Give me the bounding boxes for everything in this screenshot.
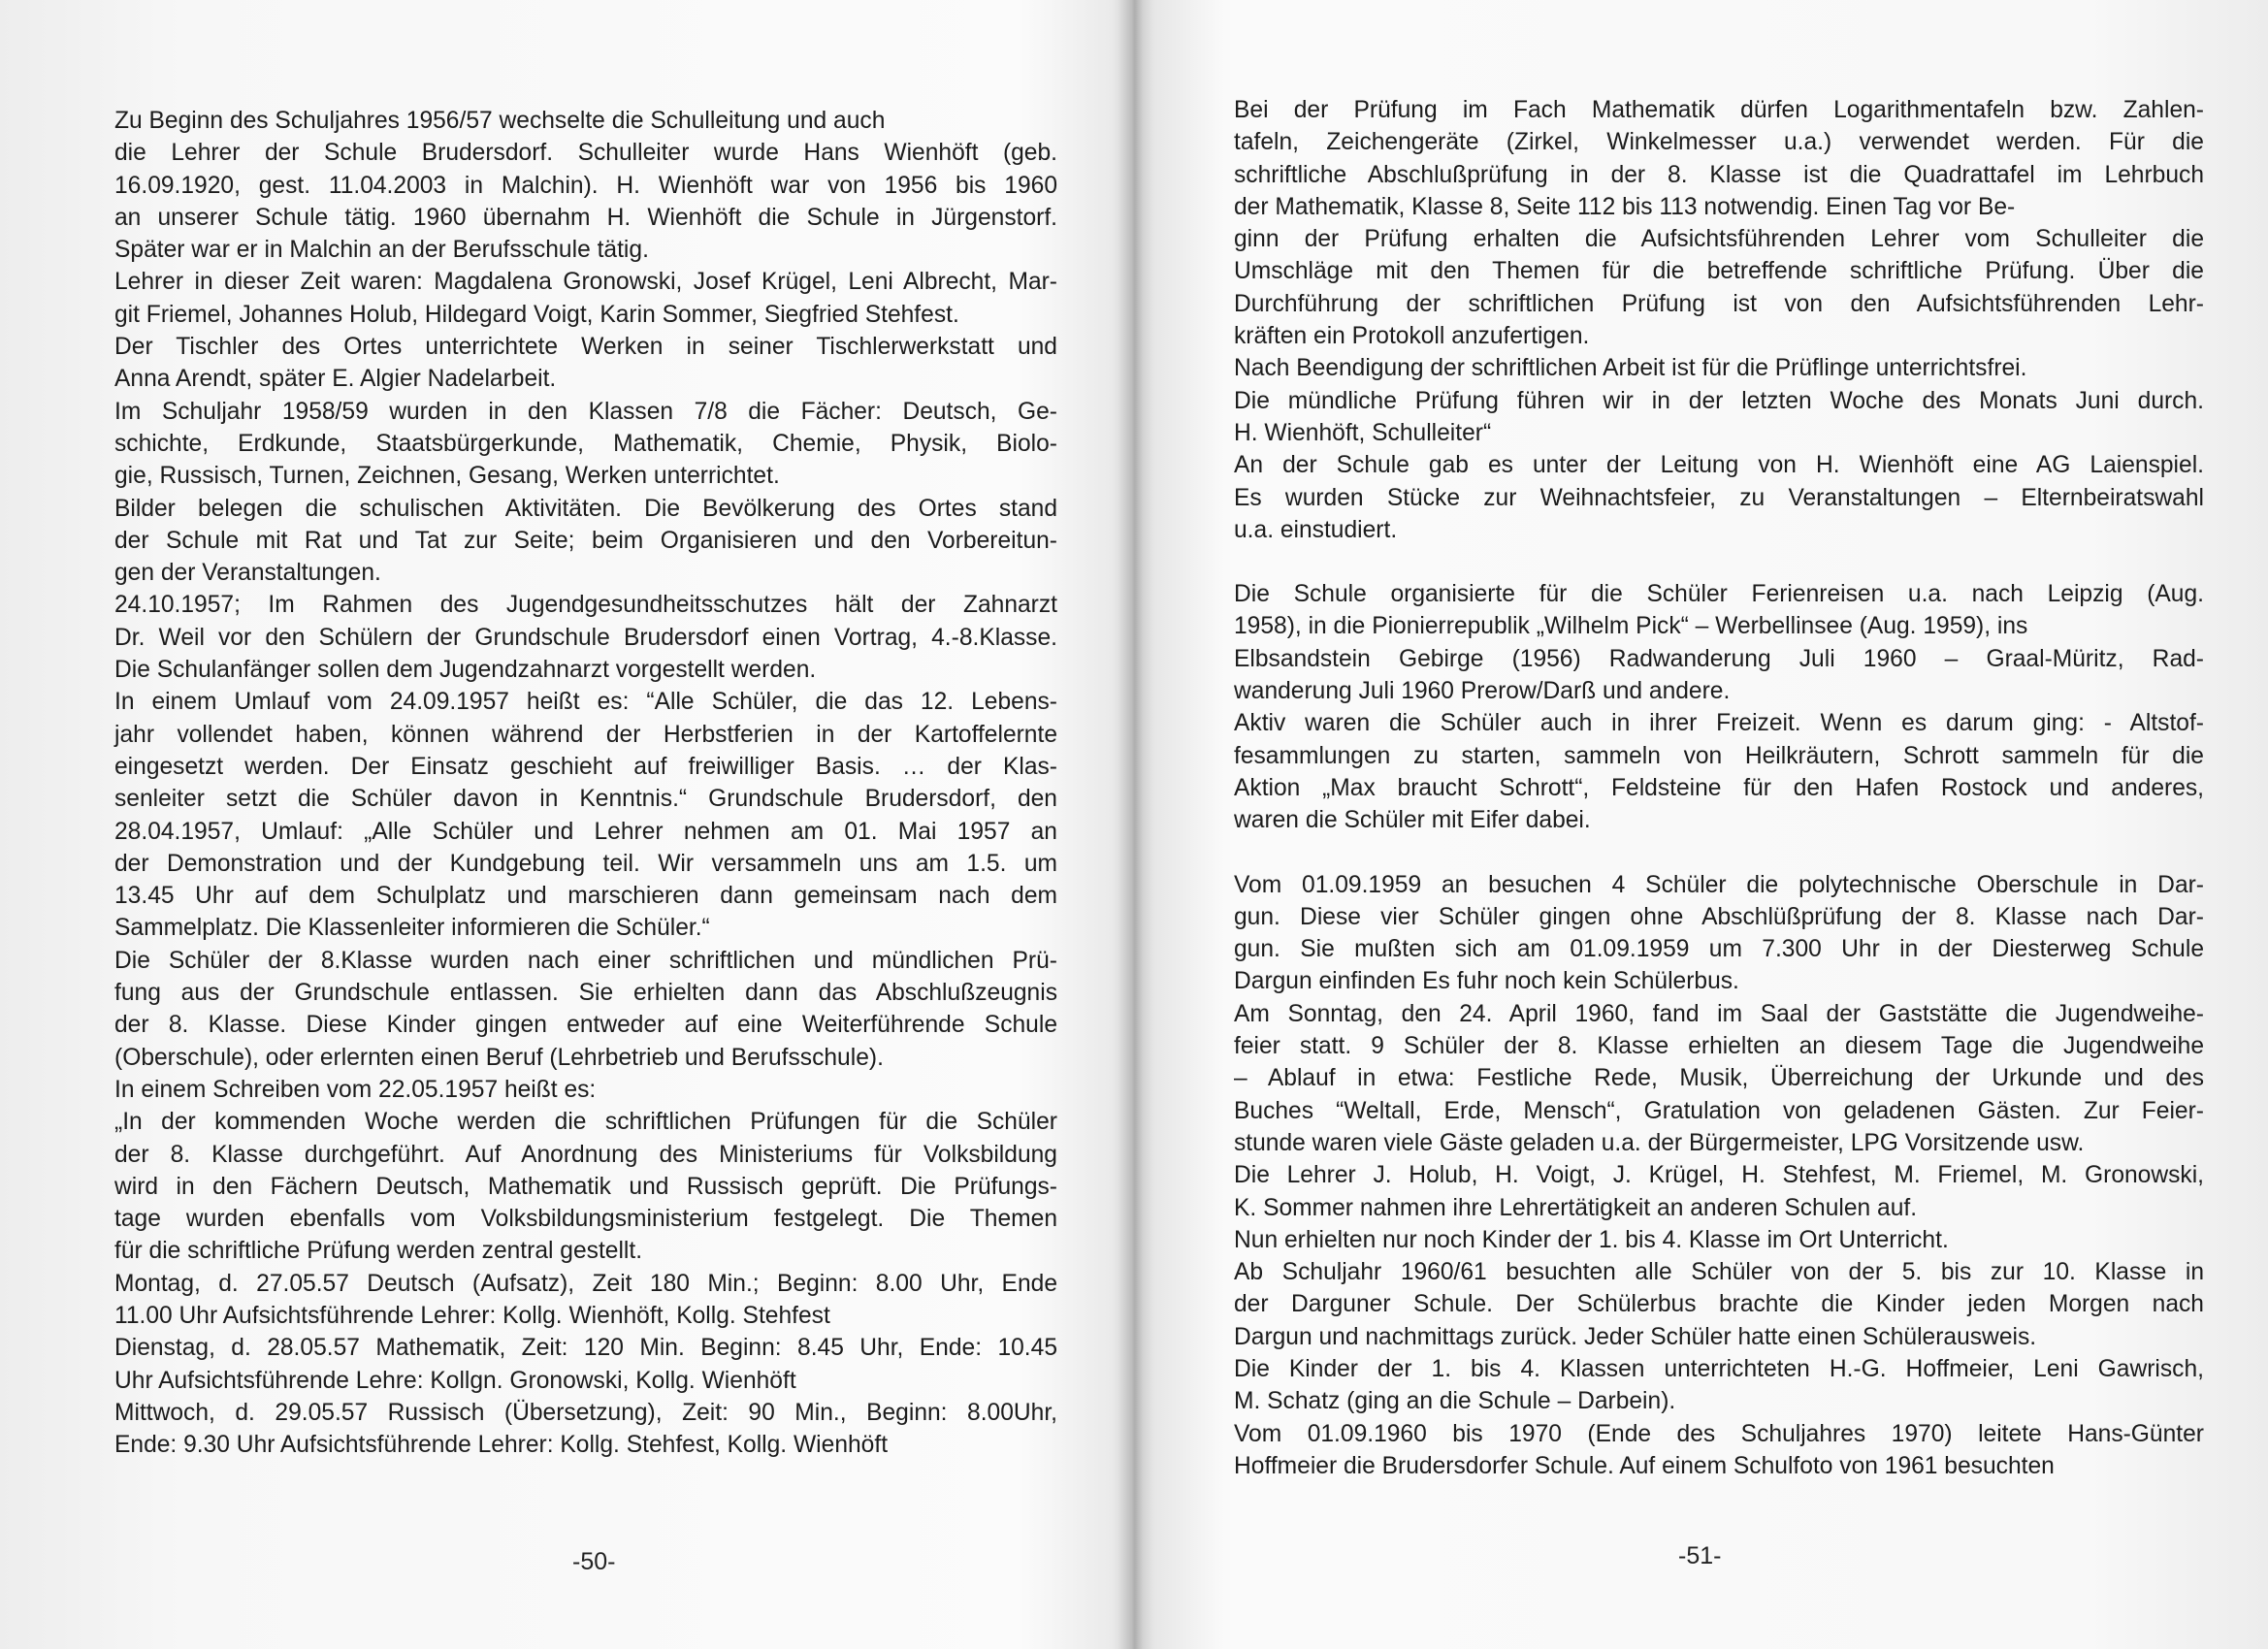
text-line: Die Kinder der 1. bis 4. Klassen unterrichteten H.-G. Hoffmeier, Leni Gawrisch, — [1234, 1355, 2204, 1382]
text-line: die Lehrer der Schule Brudersdorf. Schulleiter wurde Hans Wienhöft (geb. — [114, 140, 1057, 167]
text-line: Uhr Aufsichtsführende Lehre: Kollgn. Gronowski, Kollg. Wienhöft — [114, 1367, 796, 1394]
text-line: Die Schulanfänger sollen dem Jugendzahnarzt vorgestellt werden. — [114, 657, 817, 684]
text-line: wird in den Fächern Deutsch, Mathematik und Russisch geprüft. Die Prüfungs- — [114, 1173, 1057, 1200]
text-line: wanderung Juli 1960 Prerow/Darß und andere. — [1234, 678, 1731, 705]
text-line: Die Schule organisierte für die Schüler Ferienreisen u.a. nach Leipzig (Aug. — [1234, 581, 2204, 608]
text-line: gie, Russisch, Turnen, Zeichnen, Gesang, Werken unterrichtet. — [114, 463, 780, 490]
text-line: der Demonstration und der Kundgebung teil. Wir versammeln uns am 1.5. um — [114, 850, 1057, 877]
paragraph — [114, 1268, 1057, 1333]
text-line: Buches “Weltall, Erde, Mensch“, Gratulation von geladenen Gästen. Zur Feier- — [1234, 1097, 2204, 1124]
paragraph — [1234, 1224, 2204, 1256]
paragraph — [114, 1397, 1057, 1462]
text-line: fesammlungen zu starten, sammeln von Heilkräutern, Schrott sammeln für die — [1234, 742, 2204, 769]
text-line: Hoffmeier die Brudersdorfer Schule. Auf einem Schulfoto von 1961 besuchten — [1234, 1452, 2055, 1479]
text-line: Elbsandstein Gebirge (1956) Radwanderung Juli 1960 – Graal-Müritz, Rad- — [1234, 645, 2204, 672]
text-line: 13.45 Uhr auf dem Schulplatz und marschieren dann gemeinsam nach dem — [114, 883, 1057, 910]
text-line: An der Schule gab es unter der Leitung von H. Wienhöft eine AG Laienspiel. — [1234, 452, 2204, 479]
right-page-text — [1234, 94, 2204, 1482]
paragraph — [114, 945, 1057, 1074]
paragraph — [114, 1332, 1057, 1397]
paragraph — [1234, 1353, 2204, 1418]
text-line: Dr. Weil vor den Schülern der Grundschule Brudersdorf einen Vortrag, 4.-8.Klasse. — [114, 624, 1057, 651]
paragraph — [114, 266, 1057, 331]
text-line: für die schriftliche Prüfung werden zentral gestellt. — [114, 1238, 643, 1265]
book-fold-shadow — [1112, 0, 1156, 1649]
text-line: K. Sommer nahmen ihre Lehrertätigkeit an anderen Schulen auf. — [1234, 1194, 1918, 1221]
text-line: 28.04.1957, Umlauf: „Alle Schüler und Lehrer nehmen am 01. Mai 1957 an — [114, 818, 1057, 845]
text-line: Nun erhielten nur noch Kinder der 1. bis 4. Klasse im Ort Unterricht. — [1234, 1226, 1949, 1253]
left-page-number: -50- — [572, 1548, 616, 1575]
text-line: Es wurden Stücke zur Weihnachtsfeier, zu Veranstaltungen – Elternbeiratswahl — [1234, 484, 2204, 511]
text-line: Dargun und nachmittags zurück. Jeder Schüler hatte einen Schülerausweis. — [1234, 1323, 2037, 1350]
text-line: tage wurden ebenfalls vom Volksbildungsministerium festgelegt. Die Themen — [114, 1206, 1057, 1233]
paragraph — [1234, 352, 2204, 449]
paragraph — [1234, 1159, 2204, 1224]
text-line: Mittwoch, d. 29.05.57 Russisch (Übersetzung), Zeit: 90 Min., Beginn: 8.00Uhr, — [114, 1399, 1057, 1426]
text-line: gen der Veranstaltungen. — [114, 560, 381, 587]
paragraph — [114, 493, 1057, 590]
paragraph — [114, 589, 1057, 686]
text-line: git Friemel, Johannes Holub, Hildegard Voigt, Karin Sommer, Siegfried Stehfest. — [114, 301, 959, 328]
right-page — [1133, 0, 2268, 1649]
paragraph — [1234, 578, 2204, 707]
text-line: ginn der Prüfung erhalten die Aufsichtsführenden Lehrer vom Schulleiter die — [1234, 226, 2204, 253]
text-line: eingesetzt werden. Der Einsatz geschieht auf freiwilliger Basis. … der Klas- — [114, 753, 1057, 780]
text-line: der Schule mit Rat und Tat zur Seite; beim Organisieren und den Vorbereitun- — [114, 527, 1057, 554]
paragraph — [1234, 449, 2204, 546]
text-line: Vom 01.09.1960 bis 1970 (Ende des Schuljahres 1970) leitete Hans-Günter — [1234, 1420, 2204, 1447]
text-line: Aktiv waren die Schüler auch in ihrer Freizeit. Wenn es darum ging: - Altstof- — [1234, 710, 2204, 737]
paragraph — [114, 1074, 1057, 1106]
text-line: Bilder belegen die schulischen Aktivitäten. Die Bevölkerung des Ortes stand — [114, 495, 1057, 522]
text-line: – Ablauf in etwa: Festliche Rede, Musik, Überreichung der Urkunde und des — [1234, 1065, 2204, 1092]
text-line: 11.00 Uhr Aufsichtsführende Lehrer: Kollg. Wienhöft, Kollg. Stehfest — [114, 1302, 830, 1329]
text-line: tafeln, Zeichengeräte (Zirkel, Winkelmesser u.a.) verwendet werden. Für die — [1234, 129, 2204, 156]
text-line: stunde waren viele Gäste geladen u.a. der Bürgermeister, LPG Vorsitzende usw. — [1234, 1129, 2085, 1156]
text-line: Ende: 9.30 Uhr Aufsichtsführende Lehrer: Kollg. Stehfest, Kollg. Wienhöft — [114, 1432, 889, 1459]
text-line: Sammelplatz. Die Klassenleiter informieren die Schüler.“ — [114, 915, 710, 942]
text-line: Bei der Prüfung im Fach Mathematik dürfen Logarithmentafeln bzw. Zahlen- — [1234, 97, 2204, 123]
text-line: u.a. einstudiert. — [1234, 516, 1398, 543]
text-line: 24.10.1957; Im Rahmen des Jugendgesundheitsschutzes hält der Zahnarzt — [114, 592, 1057, 619]
text-line: In einem Schreiben vom 22.05.1957 heißt es: — [114, 1076, 597, 1103]
text-line: der Mathematik, Klasse 8, Seite 112 bis 113 notwendig. Einen Tag vor Be- — [1234, 193, 2016, 220]
text-line: (Oberschule), oder erlernten einen Beruf (Lehrbetrieb und Berufsschule). — [114, 1044, 884, 1071]
paragraph — [114, 105, 1057, 266]
text-line: fung aus der Grundschule entlassen. Sie erhielten dann das Abschlußzeugnis — [114, 980, 1057, 1007]
text-line: Die mündliche Prüfung führen wir in der letzten Woche des Monats Juni durch. — [1234, 387, 2204, 414]
text-line: 1958), in die Pionierrepublik „Wilhelm Pick“ – Werbellinsee (Aug. 1959), ins — [1234, 613, 2028, 640]
text-line: an unserer Schule tätig. 1960 übernahm H. Wienhöft die Schule in Jürgenstorf. — [114, 204, 1057, 231]
text-line: senleiter setzt die Schüler davon in Kenntnis.“ Grundschule Brudersdorf, den — [114, 786, 1057, 813]
paragraph — [1234, 998, 2204, 1159]
text-line: gun. Diese vier Schüler gingen ohne Abschlüßprüfung der 8. Klasse nach Dar- — [1234, 903, 2204, 930]
text-line: gun. Sie mußten sich am 01.09.1959 um 7.300 Uhr in der Diesterweg Schule — [1234, 936, 2204, 963]
paragraph — [1234, 1418, 2204, 1483]
text-line: „In der kommenden Woche werden die schriftlichen Prüfungen für die Schüler — [114, 1109, 1057, 1136]
text-line: M. Schatz (ging an die Schule – Darbein). — [1234, 1388, 1676, 1415]
text-line: Zu Beginn des Schuljahres 1956/57 wechselte die Schulleitung und auch — [114, 108, 886, 134]
text-line: Die Lehrer J. Holub, H. Voigt, J. Krügel, H. Stehfest, M. Friemel, M. Gronowski, — [1234, 1162, 2204, 1189]
text-line: Montag, d. 27.05.57 Deutsch (Aufsatz), Zeit 180 Min.; Beginn: 8.00 Uhr, Ende — [114, 1270, 1057, 1297]
text-line: Ab Schuljahr 1960/61 besuchten alle Schüler von der 5. bis zur 10. Klasse in — [1234, 1259, 2204, 1286]
paragraph — [1234, 707, 2204, 836]
text-line: Aktion „Max braucht Schrott“, Feldsteine für den Hafen Rostock und anderes, — [1234, 774, 2204, 801]
text-line: waren die Schüler mit Eifer dabei. — [1234, 807, 1591, 834]
text-line: Durchführung der schriftlichen Prüfung ist von den Aufsichtsführenden Lehr- — [1234, 290, 2204, 317]
paragraph — [1234, 94, 2204, 352]
right-page-number: -51- — [1678, 1542, 1722, 1569]
text-line: Nach Beendigung der schriftlichen Arbeit ist für die Prüflinge unterrichtsfrei. — [1234, 355, 2027, 382]
text-line: H. Wienhöft, Schulleiter“ — [1234, 419, 1492, 446]
text-line: jahr vollendet haben, können während der Herbstferien in der Kartoffelernte — [114, 721, 1057, 748]
text-line: Dargun einfinden Es fuhr noch kein Schülerbus. — [1234, 968, 1739, 995]
paragraph — [1234, 1256, 2204, 1353]
paragraph — [114, 686, 1057, 944]
text-line: schichte, Erdkunde, Staatsbürgerkunde, Mathematik, Chemie, Physik, Biolo- — [114, 430, 1057, 457]
text-line: Lehrer in dieser Zeit waren: Magdalena Gronowski, Josef Krügel, Leni Albrecht, Mar- — [114, 269, 1057, 296]
text-line: 16.09.1920, gest. 11.04.2003 in Malchin). H. Wienhöft war von 1956 bis 1960 — [114, 172, 1057, 199]
text-line: kräften ein Protokoll anzufertigen. — [1234, 323, 1590, 350]
paragraph — [114, 1106, 1057, 1267]
text-line: der 8. Klasse. Diese Kinder gingen entweder auf eine Weiterführende Schule — [114, 1012, 1057, 1039]
text-line: schriftliche Abschlußprüfung in der 8. Klasse ist die Quadrattafel im Lehrbuch — [1234, 161, 2204, 188]
text-line: Später war er in Malchin an der Berufsschule tätig. — [114, 237, 649, 264]
left-page-text — [114, 105, 1057, 1461]
text-line: Im Schuljahr 1958/59 wurden in den Klassen 7/8 die Fächer: Deutsch, Ge- — [114, 398, 1057, 425]
text-line: Am Sonntag, den 24. April 1960, fand im Saal der Gaststätte die Jugendweihe- — [1234, 1000, 2204, 1027]
text-line: Umschläge mit den Themen für die betreffende schriftliche Prüfung. Über die — [1234, 258, 2204, 285]
text-line: In einem Umlauf vom 24.09.1957 heißt es: “Alle Schüler, die das 12. Lebens- — [114, 689, 1057, 716]
paragraph — [1234, 869, 2204, 998]
text-line: der Darguner Schule. Der Schülerbus brachte die Kinder jeden Morgen nach — [1234, 1291, 2204, 1318]
paragraph — [114, 396, 1057, 493]
text-line: Dienstag, d. 28.05.57 Mathematik, Zeit: 120 Min. Beginn: 8.45 Uhr, Ende: 10.45 — [114, 1335, 1057, 1362]
text-line: Der Tischler des Ortes unterrichtete Werken in seiner Tischlerwerkstatt und — [114, 334, 1057, 361]
left-page — [0, 0, 1133, 1649]
paragraph — [114, 331, 1057, 396]
text-line: Vom 01.09.1959 an besuchen 4 Schüler die polytechnische Oberschule in Dar- — [1234, 871, 2204, 898]
text-line: feier statt. 9 Schüler der 8. Klasse erhielten an diesem Tage die Jugendweihe — [1234, 1033, 2204, 1060]
text-line: der 8. Klasse durchgeführt. Auf Anordnung des Ministeriums für Volksbildung — [114, 1141, 1057, 1168]
text-line: Anna Arendt, später E. Algier Nadelarbeit. — [114, 366, 557, 393]
text-line: Die Schüler der 8.Klasse wurden nach einer schriftlichen und mündlichen Prü- — [114, 947, 1057, 974]
